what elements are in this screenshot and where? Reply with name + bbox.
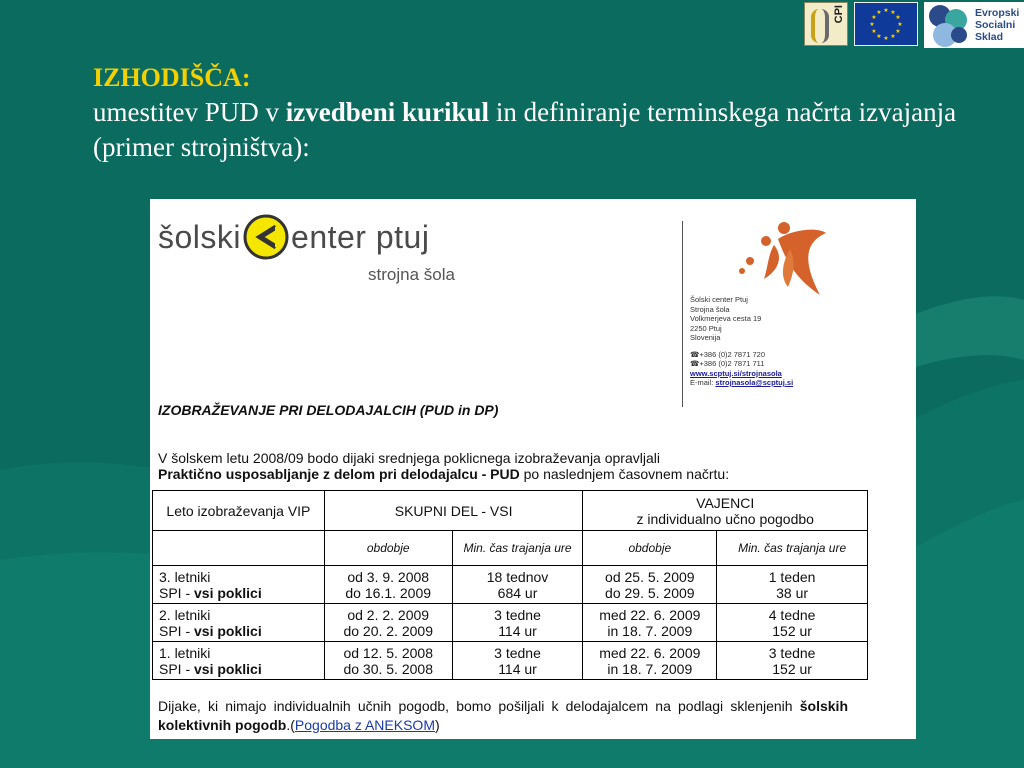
cell-text: od 12. 5. 2008 (343, 644, 433, 661)
fax-number: ☎+386 (0)2 7871 711 (690, 359, 765, 368)
cell-text: od 2. 2. 2009 (347, 606, 430, 623)
schedule-table (152, 490, 868, 680)
cell-letnik: 3. letniki (159, 568, 211, 585)
svg-text:★: ★ (895, 14, 901, 21)
header-logos (804, 2, 1024, 48)
cpi-logo-text: CPI (833, 5, 845, 24)
address-line: Šolski center Ptuj (690, 295, 748, 304)
intro-paragraph (158, 450, 729, 482)
cpi-logo-mark (811, 9, 829, 43)
address-line: 2250 Ptuj (690, 323, 722, 333)
slide-title (93, 60, 973, 165)
esf-logo (924, 2, 1024, 48)
header-vajenci-line1: VAJENCI (696, 494, 755, 511)
school-logo (158, 209, 429, 265)
document-image (150, 199, 916, 739)
svg-text:★: ★ (871, 28, 877, 35)
subheader-obdobje: obdobje (583, 531, 717, 566)
header-cell-vajenci (583, 491, 868, 531)
cell-text: 684 ur (497, 584, 538, 601)
cell-skupni-min (452, 642, 583, 680)
svg-text:★: ★ (883, 7, 889, 14)
cell-text: in 18. 7. 2009 (607, 660, 693, 677)
slide-subtitle-bold: izvedbeni kurikul (285, 97, 490, 127)
esf-logo-mark (927, 3, 971, 47)
cell-year (153, 642, 325, 680)
footer-text-bold: šolskih kolektivnih pogodb (158, 698, 848, 733)
cell-text: in 18. 7. 2009 (607, 622, 693, 639)
cell-spi-bold: vsi poklici (194, 584, 262, 601)
table-row (153, 566, 868, 604)
cell-text: do 30. 5. 2008 (343, 660, 433, 677)
subheader-min: Min. čas trajanja ure (452, 531, 583, 566)
email-label: E-mail: (690, 378, 716, 387)
cell-year (153, 566, 325, 604)
website-link[interactable]: www.scptuj.si/strojnasola (690, 368, 782, 378)
intro-rest: po naslednjem časovnem načrtu: (519, 466, 730, 482)
contract-link[interactable]: Pogodba z ANEKSOM (294, 717, 435, 733)
cell-text: do 16.1. 2009 (345, 584, 432, 601)
cell-year (153, 604, 325, 642)
subheader-obdobje: obdobje (324, 531, 452, 566)
header-vajenci-line2: z individualno učno pogodbo (636, 510, 814, 527)
svg-text:★: ★ (871, 14, 877, 21)
school-c-icon (242, 213, 290, 261)
cell-text: od 3. 9. 2008 (347, 568, 430, 585)
address-line: Strojna šola (690, 304, 730, 314)
svg-text:★: ★ (876, 33, 882, 40)
cell-vajenci-obdobje (583, 642, 717, 680)
esf-text-line2: Socialni (975, 19, 1016, 31)
cell-letnik: 2. letniki (159, 606, 211, 623)
cell-text: 3 tedne (494, 644, 541, 661)
svg-text:★: ★ (890, 9, 896, 16)
svg-text:★: ★ (876, 9, 882, 16)
cell-spi-bold: vsi poklici (194, 622, 262, 639)
email-row (690, 378, 793, 388)
cell-text: med 22. 6. 2009 (599, 606, 701, 623)
subheader-empty (153, 531, 325, 566)
header-divider (682, 221, 683, 407)
cell-skupni-obdobje (324, 566, 452, 604)
eu-stars-icon (855, 3, 917, 45)
cell-text: 18 tednov (486, 568, 549, 585)
svg-text:★: ★ (883, 35, 889, 42)
school-name-part2: enter ptuj (291, 218, 430, 255)
cell-text: 114 ur (498, 660, 537, 677)
cell-vajenci-min (717, 642, 868, 680)
intro-line1: V šolskem letu 2008/09 bodo dijaki srednjega poklicnega izobraževanja opravljali (158, 450, 660, 466)
cell-text: do 29. 5. 2009 (605, 584, 695, 601)
cell-text: 4 tedne (768, 606, 816, 623)
cell-text: 38 ur (776, 584, 809, 601)
subheader-min: Min. čas trajanja ure (717, 531, 868, 566)
cell-vajenci-obdobje (583, 604, 717, 642)
esf-logo-text (975, 7, 1019, 43)
cell-text: od 25. 5. 2009 (605, 568, 695, 585)
header-cell-skupni: SKUPNI DEL - VSI (324, 491, 583, 531)
svg-text:★: ★ (890, 33, 896, 40)
svg-text:★: ★ (869, 21, 875, 28)
table-row (153, 642, 868, 680)
cell-text: 3 tedne (768, 644, 816, 661)
esf-text-line3: Sklad (975, 31, 1004, 43)
cell-vajenci-obdobje (583, 566, 717, 604)
intro-bold: Praktično usposabljanje z delom pri delodajalcu - PUD (158, 466, 520, 482)
footer-paragraph (158, 697, 848, 735)
school-emblem-icon (738, 219, 830, 297)
document-heading: IZOBRAŽEVANJE PRI DELODAJALCIH (PUD in DP) (158, 402, 499, 418)
footer-text-part3: ) (434, 717, 440, 733)
cell-skupni-obdobje (324, 642, 452, 680)
slide-heading: IZHODIŠČA: (93, 63, 251, 92)
cpi-logo (804, 2, 848, 46)
cell-text: 3 tedne (494, 606, 541, 623)
eu-flag-logo (854, 2, 918, 46)
cell-skupni-min (452, 566, 583, 604)
cell-text: 114 ur (498, 622, 537, 639)
table-row (153, 604, 868, 642)
address-line: Slovenija (690, 333, 721, 342)
slide-subtitle-part2: in definiranje terminskega načrta izvajanja (primer strojništva): (93, 97, 957, 162)
cell-spi-bold: vsi poklici (194, 660, 262, 677)
cell-text: 152 ur (772, 660, 812, 677)
cell-spi: SPI - (159, 622, 195, 639)
cell-vajenci-min (717, 566, 868, 604)
cell-text: med 22. 6. 2009 (599, 644, 701, 661)
cell-text: do 20. 2. 2009 (343, 622, 433, 639)
school-subtitle: strojna šola (368, 265, 455, 284)
svg-text:★: ★ (897, 21, 903, 28)
cell-vajenci-min (717, 604, 868, 642)
cell-spi: SPI - (159, 584, 195, 601)
email-link[interactable]: strojnasola@scptuj.si (715, 378, 794, 387)
school-name-part1: šolski (158, 218, 242, 255)
esf-text-line1: Evropski (975, 7, 1020, 19)
cell-letnik: 1. letniki (159, 644, 211, 661)
footer-text-part1: Dijake, ki nimajo individualnih učnih pogodb, bomo pošiljali k delodajalcem na podlagi sklenjenih (158, 698, 800, 714)
cell-text: 1 teden (768, 568, 816, 585)
header-cell-year: Leto izobraževanja VIP (153, 491, 325, 531)
footer-text-part2: .( (286, 717, 295, 733)
cell-skupni-min (452, 604, 583, 642)
cell-skupni-obdobje (324, 604, 452, 642)
slide-subtitle-part1: umestitev PUD v (93, 97, 286, 127)
cell-text: 152 ur (772, 622, 812, 639)
school-address (690, 295, 793, 388)
address-line: Volkmerjeva cesta 19 (690, 314, 762, 323)
svg-text:★: ★ (895, 28, 901, 35)
cell-spi: SPI - (159, 660, 195, 677)
phone-number: ☎+386 (0)2 7871 720 (690, 349, 766, 359)
